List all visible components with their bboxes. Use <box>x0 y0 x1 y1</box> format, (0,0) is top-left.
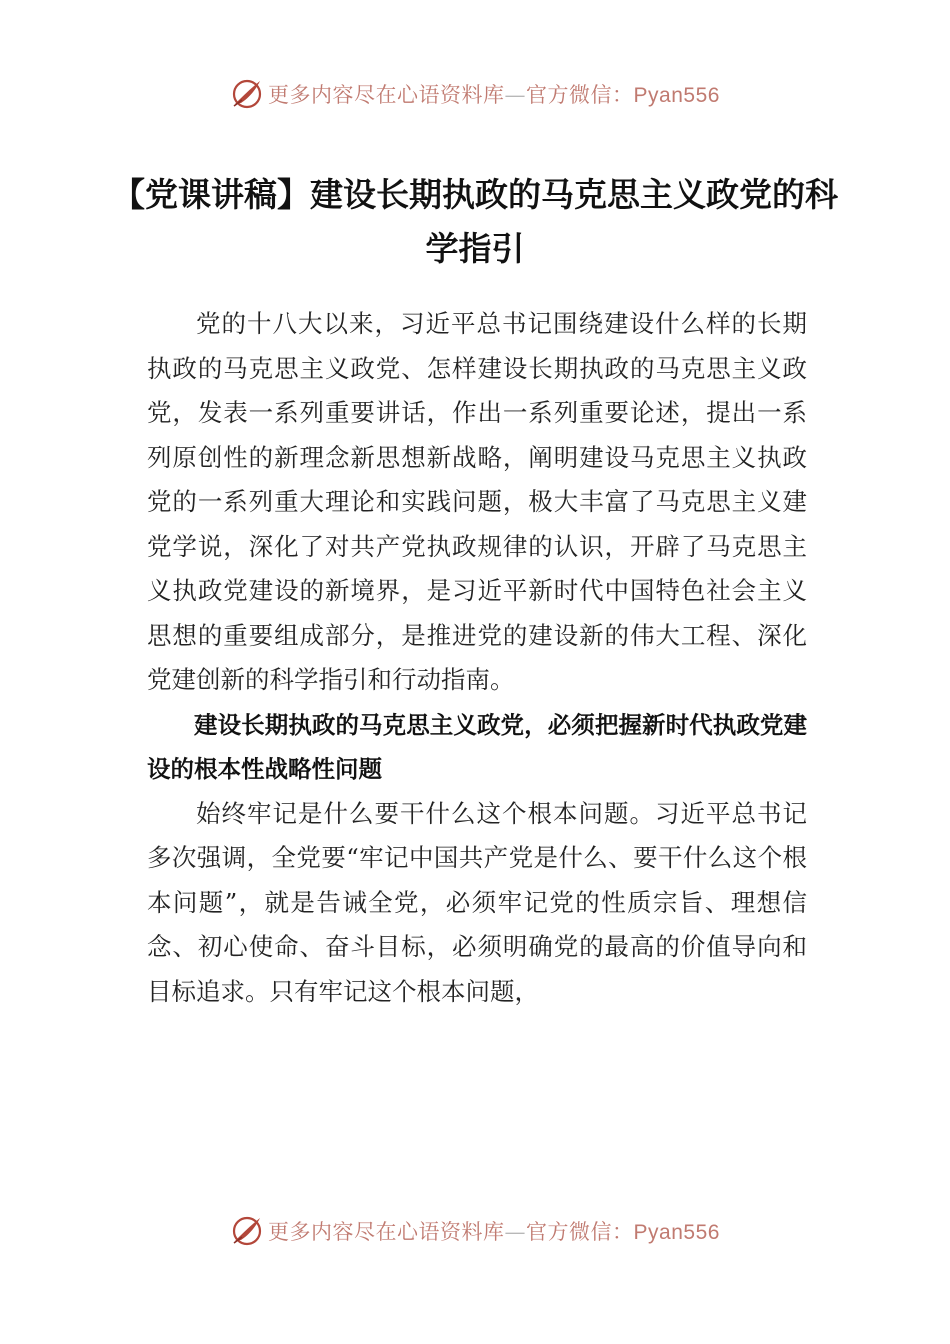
watermark-text <box>268 1216 720 1246</box>
body-paragraph: 党的十八大以来，习近平总书记围绕建设什么样的长期执政的马克思主义政党、怎样建设长期执政的马克思主义政党，发表一系列重要讲话，作出一系列重要论述，提出一系列原创性的新理念新思想新战略，阐明建设马克思主义执政党的一系列重大理论和实践问题，极大丰富了马克思主义建党学说，深化了对共产党执政规律的认识，开辟了马克思主义执政党建设的新境界，是习近平新时代中国特色社会主义思想的重要组成部分，是推进党的建设新的伟大工程、深化党建创新的科学指引和行动指南。 <box>147 309 807 694</box>
body-paragraph: 始终牢记是什么要干什么这个根本问题。习近平总书记多次强调，全党要“牢记中国共产党是什么、要干什么这个根本问题”，就是告诫全党，必须牢记党的性质宗旨、理想信念、初心使命、奋斗目标，必须明确党的最高的价值导向和目标追求。只有牢记这个根本问题， <box>147 798 807 1006</box>
quill-pen-logo-icon <box>230 1214 264 1248</box>
watermark-site-text: 更多内容尽在心语资料库 <box>268 83 505 107</box>
watermark-separator: — <box>504 83 527 107</box>
watermark-wechat-id: Pyan556 <box>633 84 720 107</box>
footer-watermark <box>0 1211 950 1251</box>
watermark-wechat-id: Pyan556 <box>633 1221 720 1244</box>
header-watermark <box>0 74 950 114</box>
document-body <box>147 302 807 1014</box>
watermark-wechat-label: 官方微信： <box>526 83 634 107</box>
watermark-site-text: 更多内容尽在心语资料库 <box>268 1220 505 1244</box>
watermark-separator: — <box>504 1220 527 1244</box>
watermark-text <box>268 79 720 109</box>
watermark-wechat-label: 官方微信： <box>526 1220 634 1244</box>
document-title: 【党课讲稿】建设长期执政的马克思主义政党的科学指引 <box>112 175 838 268</box>
section-heading: 建设长期执政的马克思主义政党，必须把握新时代执政党建设的根本性战略性问题 <box>147 710 807 783</box>
quill-pen-logo-icon <box>230 77 264 111</box>
